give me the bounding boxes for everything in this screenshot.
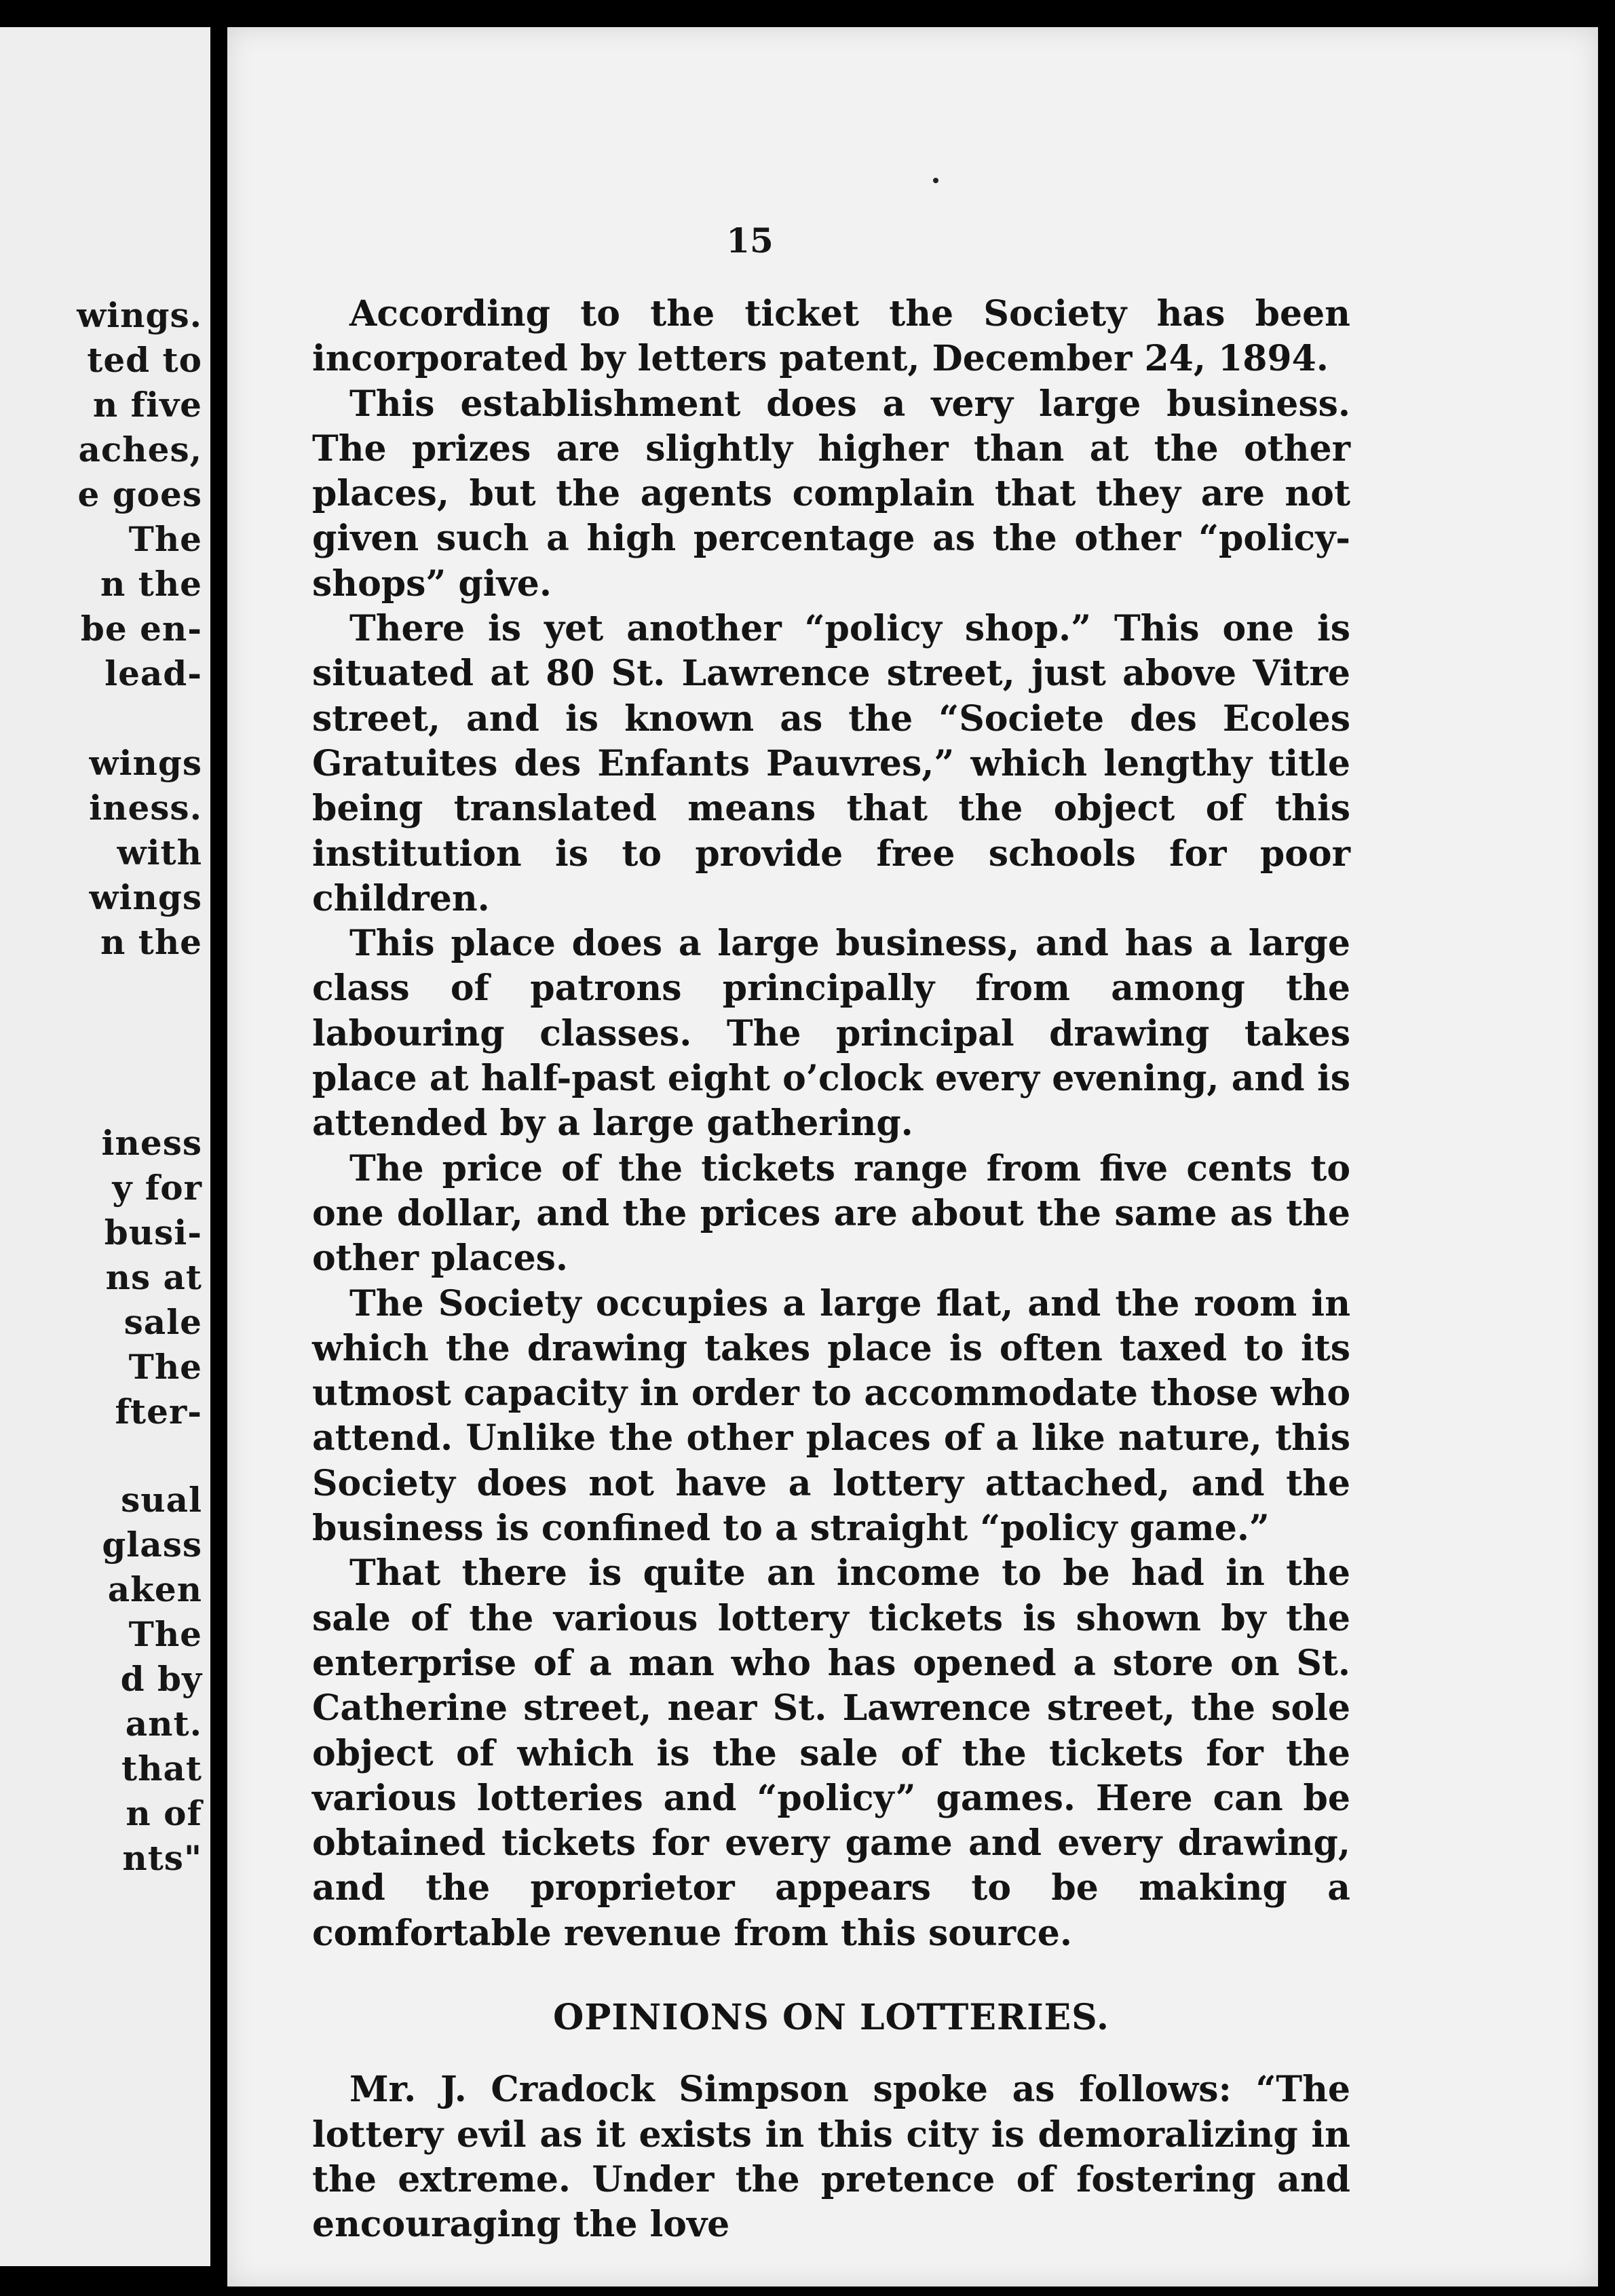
left-page-text-fragment: wings <box>89 743 202 783</box>
left-page-text-fragment: aches, <box>78 429 202 470</box>
left-page-text-fragment: The <box>128 519 202 559</box>
left-page-text-fragment: The <box>128 1614 202 1654</box>
paragraph: The Society occupies a large flat, and the room in which the drawing takes place is often taxed to its utmost capacity in order to accommodate those who attend. Unlike the other places of a like nature, this Society does not have a lottery attached, and the business is confined to a straight “policy game.” <box>312 1282 1350 1550</box>
ink-dot <box>933 178 938 183</box>
document-page <box>227 27 1598 2287</box>
left-page-text-fragment: iness. <box>89 788 202 828</box>
left-page-text-fragment: glass <box>102 1525 202 1565</box>
left-page-text-fragment: busi- <box>104 1212 202 1252</box>
left-page-text-fragment: n of <box>126 1793 202 1833</box>
left-page-text-fragment: wings. <box>77 295 202 335</box>
left-page-text-fragment: that <box>121 1748 202 1788</box>
left-page-text-fragment: wings <box>89 877 202 917</box>
left-page-text-fragment: sual <box>121 1480 202 1520</box>
left-page-text-fragment: iness <box>101 1123 202 1163</box>
paragraph: According to the ticket the Society has been incorporated by letters patent, December 24, 1894. <box>312 293 1350 380</box>
left-page-text-fragment: ns at <box>105 1257 202 1297</box>
left-page-text-fragment: be en- <box>80 609 202 649</box>
paragraph: The price of the tickets range from five cents to one dollar, and the prices are about the same as the other places. <box>312 1147 1350 1280</box>
left-page-text-fragment: n five <box>92 385 202 425</box>
left-page-fragment <box>0 27 210 2266</box>
paragraph: There is yet another “policy shop.” This one is situated at 80 St. Lawrence street, just above Vitre street, and is known as the “Societe des Ecoles Gratuites des Enfants Pauvres,” which lengthy title being translated means that the object of this institution is to provide free schools for poor children. <box>312 608 1350 919</box>
left-page-text-fragment: The <box>128 1347 202 1387</box>
left-page-text-fragment: n the <box>100 922 202 962</box>
left-page-text-fragment: y for <box>112 1168 202 1208</box>
left-page-text-fragment: d by <box>120 1659 202 1699</box>
page-number: 15 <box>726 221 774 261</box>
left-page-text-fragment: ant. <box>125 1704 202 1744</box>
paragraph: This establishment does a very large business. The prizes are slightly higher than at the other places, but the agents complain that they are not given such a high percentage as the other “policy-shops” give. <box>312 383 1350 605</box>
section-heading: OPINIONS ON LOTTERIES. <box>552 1996 1109 2038</box>
left-page-text-fragment: aken <box>107 1569 202 1609</box>
left-page-text-fragment: lead- <box>104 653 202 693</box>
paragraph: Mr. J. Cradock Simpson spoke as follows: “The lottery evil as it exists in this city is demoralizing in the extreme. Under the pretence of fostering and encouraging the love <box>312 2069 1350 2246</box>
left-page-text-fragment: fter- <box>115 1392 202 1432</box>
paragraph: This place does a large business, and has a large class of patrons principally from among the labouring classes. The principal drawing takes place at half-past eight o’clock every evening, and is attended by a large gathering. <box>312 923 1350 1145</box>
left-page-text-fragment: with <box>117 833 202 873</box>
body-text <box>312 292 1350 2247</box>
left-page-text-fragment: sale <box>124 1302 202 1342</box>
left-page-text-fragment: nts" <box>122 1838 202 1878</box>
left-page-text-fragment: e goes <box>77 474 202 514</box>
paragraph: That there is quite an income to be had in the sale of the various lottery tickets is shown by the enterprise of a man who has opened a store on St. Catherine street, near St. Lawrence street, the sole object of which is the sale of the tickets for the various lotteries and “policy” games. Here can be obtained tickets for every game and every drawing, and the proprietor appears to be making a comfortable revenue from this source. <box>312 1552 1350 1954</box>
left-page-text-fragment: n the <box>100 564 202 604</box>
left-page-text-fragment: ted to <box>87 340 202 380</box>
